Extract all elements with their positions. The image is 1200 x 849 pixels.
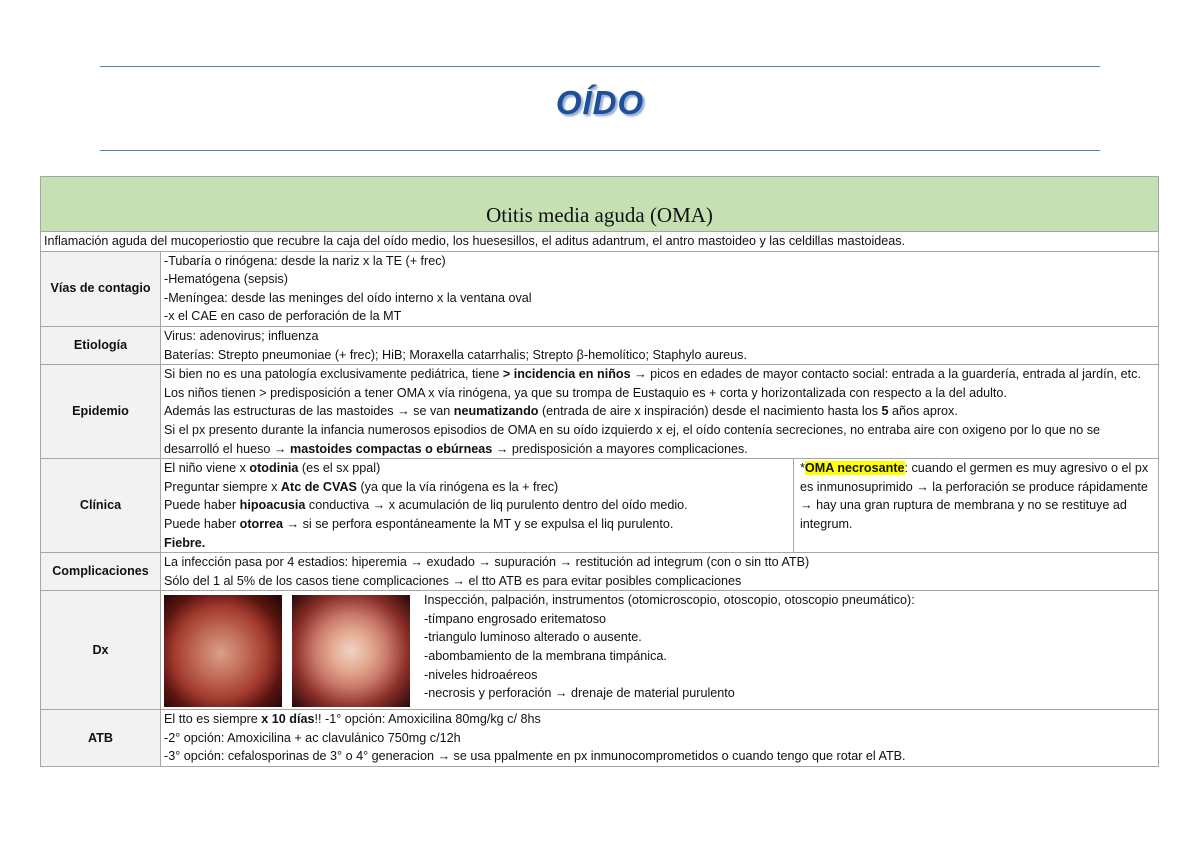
page-title: OÍDO	[555, 84, 645, 121]
clinica-side-note: *OMA necrosante: cuando el germen es muy agresivo o el px es inmunosuprimido → la perforación se produce rápidamente → hay una gran ruptura de membrana y no se restituye ad integrum.	[794, 459, 1159, 553]
table-header: Otitis media aguda (OMA)	[41, 177, 1159, 232]
epidemio-paragraph: Los niños tienen > predisposición a tener OMA x vía rinógena, ya que su trompa de Eustaquio es + corta y horizontalizada con respecto a la del adulto.	[164, 385, 1007, 400]
table-row	[41, 251, 1159, 326]
row-label-dx: Dx	[41, 591, 161, 710]
epidemio-paragraph: Si el px presento durante la infancia numerosos episodios de OMA en su oído izquierdo x ej, el oído contenía secreciones, no entraba aire con oxigeno por lo que no se desarrolló el hueso → mastoides compactas o ebúrneas → predisposición a mayores complicaciones.	[164, 422, 1101, 456]
vias-line: -x el CAE en caso de perforación de la MT	[164, 309, 402, 324]
table-row	[41, 365, 1159, 459]
table-row	[41, 553, 1159, 591]
epidemio-paragraph: Si bien no es una patología exclusivamente pediátrica, tiene > incidencia en niños → picos en edades de mayor contacto social: entrada a la guardería, entrada al jardín, etc.	[164, 367, 1141, 382]
clinica-content: El niño viene x otodinia (es el sx ppal) Preguntar siempre x Atc de CVAS (ya que la vía rinógena es la + frec) Puede haber hipoacusia conductiva → x acumulación de liq purulento dentro del oído medio. Puede haber otorrea → si se perfora espontáneamente la MT y se expulsa el liq purulento. Fiebre.	[161, 459, 794, 553]
otoscopy-images	[164, 591, 410, 709]
vias-line: -Hematógena (sepsis)	[164, 272, 288, 287]
oma-table	[40, 176, 1159, 767]
atb-content: El tto es siempre x 10 días!! -1° opción: Amoxicilina 80mg/kg c/ 8hs -2° opción: Amoxicilina + ac clavulánico 750mg c/12h -3° opción: cefalosporinas de 3° o 4° generacion → se usa ppalmente en px inmunocomprometidos o cuando tengo que rotar el ATB.	[161, 710, 1159, 767]
otoscopy-image	[164, 595, 282, 707]
row-label-vias: Vías de contagio	[41, 251, 161, 326]
otoscopy-image	[292, 595, 410, 707]
table-row	[41, 326, 1159, 364]
row-label-epidemio: Epidemio	[41, 365, 161, 459]
complicaciones-content: La infección pasa por 4 estadios: hiperemia → exudado → supuración → restitución ad integrum (con o sin tto ATB) Sólo del 1 al 5% de los casos tiene complicaciones → el tto ATB es para evitar posibles complicaciones	[161, 553, 1159, 591]
vias-line: -Tubaría o rinógena: desde la nariz x la TE (+ frec)	[164, 253, 446, 268]
epidemio-content	[161, 365, 1159, 459]
vias-content	[161, 251, 1159, 326]
table-row	[41, 459, 1159, 553]
dx-content	[161, 591, 1159, 710]
definition-row: Inflamación aguda del mucoperiostio que recubre la caja del oído medio, los huesesillos, el aditus adantrum, el antro mastoideo y las celdillas mastoideas.	[41, 232, 1159, 252]
etiologia-content	[161, 326, 1159, 364]
top-rule	[100, 66, 1100, 67]
bottom-rule	[100, 150, 1100, 151]
dx-text: Inspección, palpación, instrumentos (otomicroscopio, otoscopio, otoscopio pneumático): -tímpano engrosado eritematoso -triangulo luminoso alterado o ausente. -abombamiento de la membrana timpánica. -niveles hidroaéreos -necrosis y perforación → drenaje de material purulento	[424, 593, 915, 701]
etiologia-line: Baterías: Strepto pneumoniae (+ frec); HiB; Moraxella catarrhalis; Strepto β-hemolítico; Staphylo aureus.	[164, 347, 747, 362]
epidemio-paragraph: Además las estructuras de las mastoides → se van neumatizando (entrada de aire x inspiración) desde el nacimiento hasta los 5 años aprox.	[164, 404, 958, 419]
etiologia-line: Virus: adenovirus; influenza	[164, 328, 319, 343]
row-label-atb: ATB	[41, 710, 161, 767]
row-label-etiologia: Etiología	[41, 326, 161, 364]
vias-line: -Meníngea: desde las meninges del oído interno x la ventana oval	[164, 290, 532, 305]
table-row	[41, 591, 1159, 710]
row-label-complicaciones: Complicaciones	[41, 553, 161, 591]
row-label-clinica: Clínica	[41, 459, 161, 553]
table-row	[41, 710, 1159, 767]
